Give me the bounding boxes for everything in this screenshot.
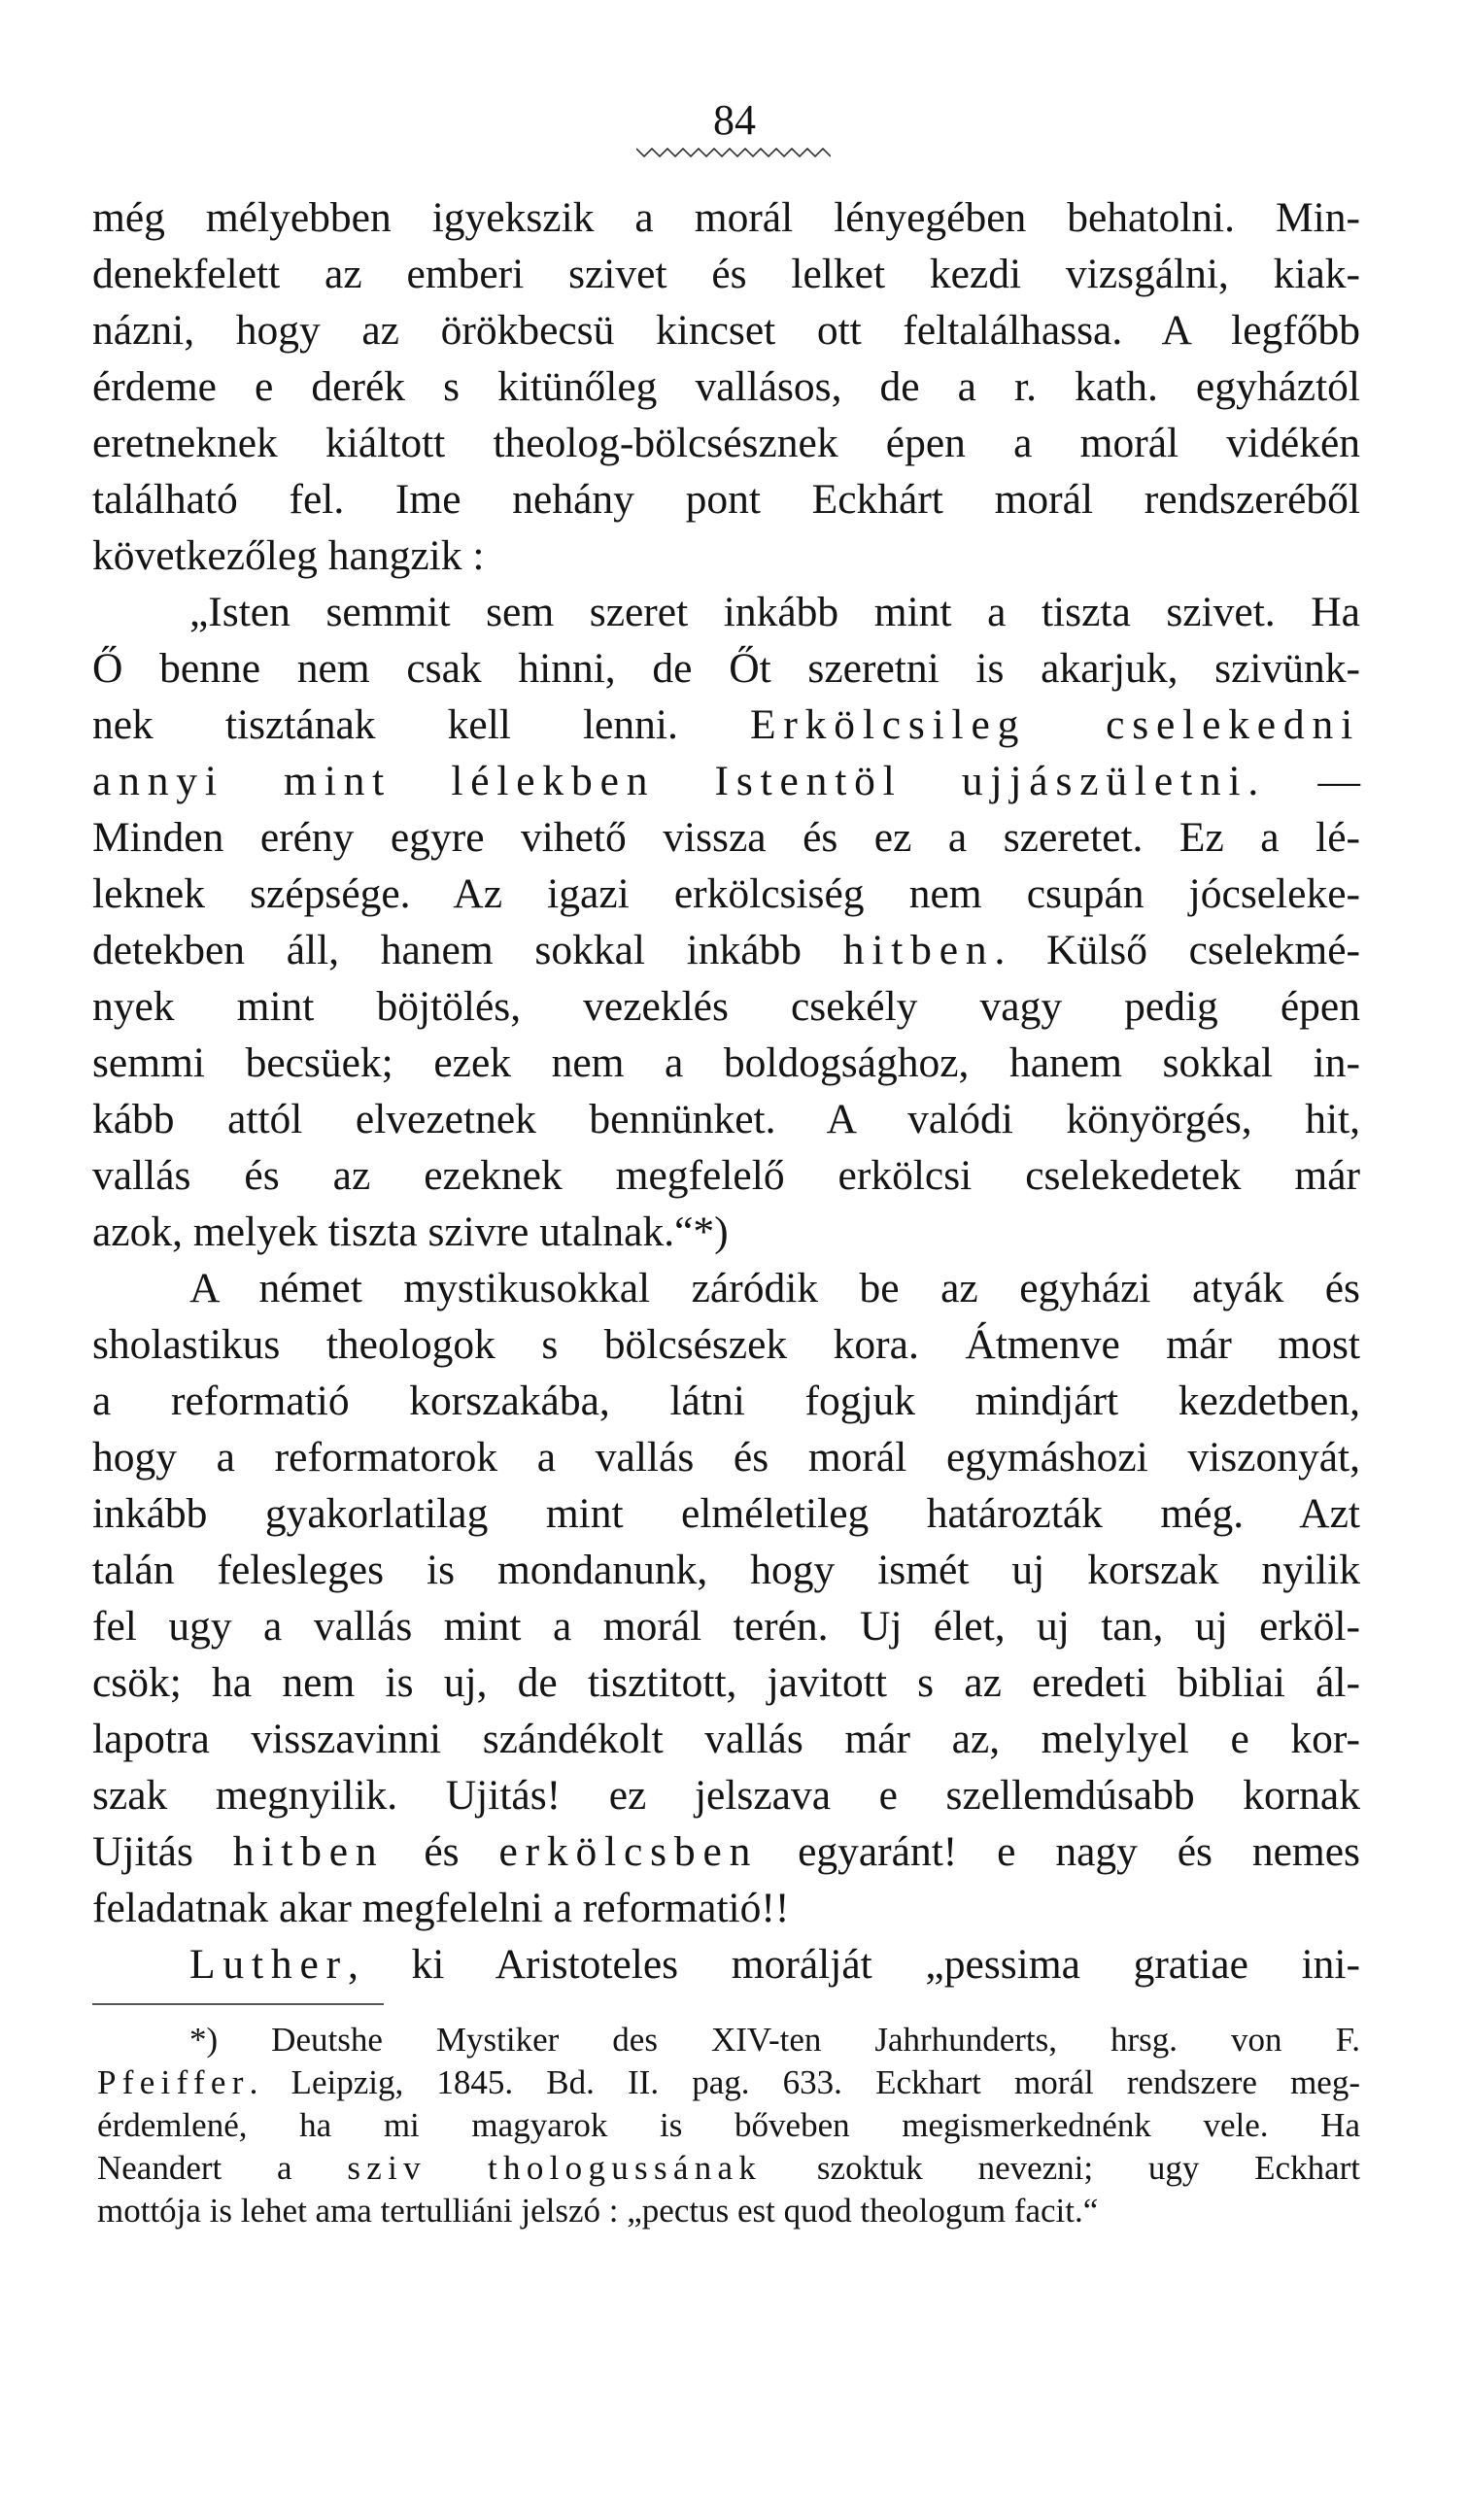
text-line: talán felesleges is mondanunk, hogy ismét uj korszak nyilik <box>92 1547 1360 1593</box>
spaced-emphasis: sziv thologussának <box>347 2149 763 2187</box>
quote-line: Ő benne nem csak hinni, de Őt szeretni is akarjuk, szivünk- <box>92 645 1360 692</box>
spaced-emphasis: Pfeiffer <box>97 2063 250 2101</box>
quote-line: semmi becsüek; ezek nem a boldogsághoz, hanem sokkal in- <box>92 1039 1360 1086</box>
text-line: feladatnak akar megfelelni a reformatió!! <box>92 1885 790 1931</box>
footnote-line: mottója is lehet ama tertulliáni jelszó : „pectus est quod theologum facit.“ <box>97 2192 1099 2230</box>
text-line: fel ugy a vallás mint a morál terén. Uj élet, uj tan, uj erköl- <box>92 1603 1360 1650</box>
text-line: következőleg hangzik : <box>92 532 485 579</box>
text-line: Ujitás hitben és erkölcsben egyaránt! e nagy és nemes <box>92 1828 1360 1875</box>
spaced-emphasis: erkölcsben <box>498 1828 759 1875</box>
quote-line: detekben áll, hanem sokkal inkább hitben. Külső cselekmé- <box>92 927 1360 973</box>
text-line: denekfelett az emberi szivet és lelket kezdi vizsgálni, kiak- <box>92 251 1360 297</box>
spaced-emphasis: annyi mint lélekben Istentöl ujjászületni. <box>92 758 1267 804</box>
text-line: inkább gyakorlatilag mint elméletileg határozták még. Azt <box>92 1490 1360 1537</box>
quote-line: nek tisztának kell lenni. Erkölcsileg cselekedni <box>92 701 1360 748</box>
text-line: hogy a reformatorok a vallás és morál egymáshozi viszonyát, <box>92 1434 1360 1481</box>
quote-line: kább attól elvezetnek bennünket. A valódi könyörgés, hit, <box>92 1096 1360 1142</box>
page-number-ornament <box>636 146 831 159</box>
text-line: A német mystikusokkal záródik be az egyházi atyák és <box>189 1265 1360 1311</box>
spaced-emphasis: Luther <box>189 1941 348 1988</box>
text-line: szak megnyilik. Ujitás! ez jelszava e szellemdúsabb kornak <box>92 1772 1360 1819</box>
quote-line: nyek mint böjtölés, vezeklés csekély vagy pedig épen <box>92 983 1360 1030</box>
text-line: lapotra visszavinni szándékolt vallás már az, melylyel e kor- <box>92 1716 1360 1762</box>
page-number: 84 <box>713 96 756 144</box>
text-line: érdeme e derék s kitünőleg vallásos, de a r. kath. egyháztól <box>92 363 1360 410</box>
quote-line: „Isten semmit sem szeret inkább mint a tiszta szivet. Ha <box>189 589 1360 635</box>
text-line: Luther, ki Aristoteles morálját „pessima gratiae ini- <box>189 1941 1360 1988</box>
text-line: még mélyebben igyekszik a morál lényegében behatolni. Min- <box>92 194 1360 241</box>
quote-line: vallás és az ezeknek megfelelő erkölcsi cselekedetek már <box>92 1152 1360 1199</box>
text-line: sholastikus theologok s bölcsészek kora. Átmenve már most <box>92 1321 1360 1368</box>
footnote-line: Neandert a sziv thologussának szoktuk nevezni; ugy Eckhart <box>97 2149 1360 2187</box>
quote-line: Minden erény egyre vihető vissza és ez a szeretet. Ez a lé- <box>92 814 1360 861</box>
text-line: eretneknek kiáltott theolog-bölcsésznek épen a morál vidékén <box>92 420 1360 466</box>
footnote-rule <box>92 2003 384 2005</box>
text-line: a reformatió korszakába, látni fogjuk mindjárt kezdetben, <box>92 1378 1360 1424</box>
quote-line: azok, melyek tiszta szivre utalnak.“*) <box>92 1209 729 1255</box>
text-line: található fel. Ime nehány pont Eckhárt morál rendszeréből <box>92 476 1360 523</box>
footnote-line: érdemlené, ha mi magyarok is bőveben megismerkednénk vele. Ha <box>97 2106 1360 2144</box>
text-line: názni, hogy az örökbecsü kincset ott feltalálhassa. A legfőbb <box>92 307 1360 354</box>
quote-line: annyi mint lélekben Istentöl ujjászületni. — <box>92 758 1360 804</box>
footnote-line: *) Deutshe Mystiker des XIV-ten Jahrhunderts, hrsg. von F. <box>189 2021 1360 2059</box>
footnote-line: Pfeiffer. Leipzig, 1845. Bd. II. pag. 633. Eckhart morál rendszere meg- <box>97 2063 1360 2101</box>
spaced-emphasis: hitben <box>842 927 995 973</box>
quote-line: leknek szépsége. Az igazi erkölcsiség nem csupán jócseleke- <box>92 870 1360 917</box>
spaced-emphasis: hitben <box>232 1828 385 1875</box>
text-line: csök; ha nem is uj, de tisztitott, javitott s az eredeti bibliai ál- <box>92 1659 1360 1706</box>
spaced-emphasis: Erkölcsileg cselekedni <box>749 701 1360 748</box>
